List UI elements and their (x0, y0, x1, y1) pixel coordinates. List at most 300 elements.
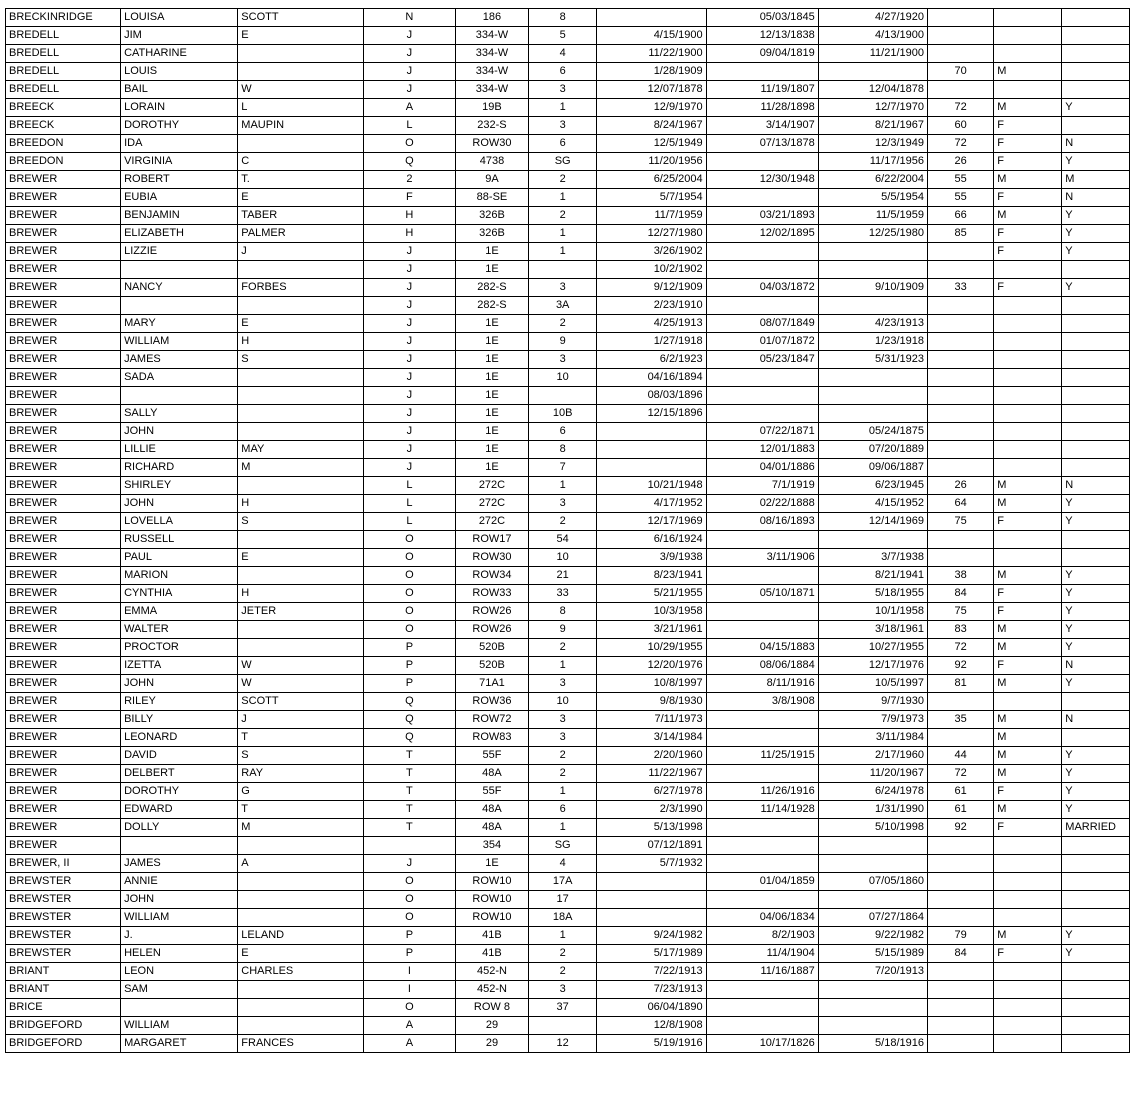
cell-grave: 8 (528, 603, 596, 621)
cell-middle-name (238, 369, 364, 387)
cell-middle-name: G (238, 783, 364, 801)
cell-death-date: 7/20/1913 (818, 963, 927, 981)
cell-section: T (363, 765, 455, 783)
table-row (6, 801, 1130, 819)
cell-section: F (363, 189, 455, 207)
cell-lot: ROW10 (455, 909, 528, 927)
cell-sex: M (994, 765, 1062, 783)
cell-section: L (363, 477, 455, 495)
cell-birth-date (706, 891, 818, 909)
cell-first-name: IDA (121, 135, 238, 153)
cell-extra (1062, 693, 1130, 711)
cell-middle-name: TABER (238, 207, 364, 225)
cell-sex: M (994, 207, 1062, 225)
cell-lot: 1E (455, 459, 528, 477)
cell-birth-date (706, 999, 818, 1017)
cell-grave: 1 (528, 819, 596, 837)
cell-extra: Y (1062, 603, 1130, 621)
cell-first-name: IZETTA (121, 657, 238, 675)
cell-sex (994, 909, 1062, 927)
cell-extra (1062, 441, 1130, 459)
cell-section: O (363, 603, 455, 621)
cell-burial-date: 4/17/1952 (597, 495, 706, 513)
cell-sex (994, 261, 1062, 279)
cell-section: A (363, 99, 455, 117)
cell-middle-name (238, 297, 364, 315)
cell-sex: F (994, 657, 1062, 675)
cell-birth-date: 11/25/1915 (706, 747, 818, 765)
cell-age (927, 909, 993, 927)
cell-death-date: 10/1/1958 (818, 603, 927, 621)
cell-last-name: BREWSTER (6, 945, 121, 963)
table-row (6, 423, 1130, 441)
cell-age: 38 (927, 567, 993, 585)
cell-middle-name (238, 621, 364, 639)
cell-middle-name: T. (238, 171, 364, 189)
cell-birth-date (706, 261, 818, 279)
cell-grave: 3 (528, 81, 596, 99)
cell-birth-date (706, 531, 818, 549)
cell-death-date: 4/27/1920 (818, 9, 927, 27)
cell-burial-date: 5/7/1932 (597, 855, 706, 873)
cell-age (927, 243, 993, 261)
cell-lot: ROW17 (455, 531, 528, 549)
cell-last-name: BREEDON (6, 153, 121, 171)
cell-section: H (363, 225, 455, 243)
cell-first-name: BAIL (121, 81, 238, 99)
cell-sex (994, 369, 1062, 387)
table-row (6, 189, 1130, 207)
cell-burial-date: 10/2/1902 (597, 261, 706, 279)
cell-extra (1062, 333, 1130, 351)
cell-first-name: RILEY (121, 693, 238, 711)
cell-last-name: BREWER (6, 585, 121, 603)
cell-extra (1062, 63, 1130, 81)
cell-burial-date (597, 423, 706, 441)
cell-lot: 334-W (455, 45, 528, 63)
cell-first-name: LOVELLA (121, 513, 238, 531)
cell-middle-name (238, 837, 364, 855)
cell-section: A (363, 1017, 455, 1035)
cell-lot: 55F (455, 783, 528, 801)
cell-birth-date: 10/17/1826 (706, 1035, 818, 1053)
cell-grave: 3 (528, 981, 596, 999)
cell-sex: M (994, 711, 1062, 729)
cell-sex (994, 873, 1062, 891)
cell-sex (994, 981, 1062, 999)
cell-first-name: HELEN (121, 945, 238, 963)
cell-birth-date: 3/14/1907 (706, 117, 818, 135)
cell-sex (994, 1035, 1062, 1053)
cell-section: O (363, 909, 455, 927)
cell-death-date: 3/7/1938 (818, 549, 927, 567)
cell-extra: MARRIED (1062, 819, 1130, 837)
cell-death-date: 4/13/1900 (818, 27, 927, 45)
cell-birth-date (706, 369, 818, 387)
cell-sex (994, 549, 1062, 567)
cell-lot: 1E (455, 423, 528, 441)
table-row (6, 405, 1130, 423)
table-row (6, 1017, 1130, 1035)
cell-grave: 3A (528, 297, 596, 315)
cell-age (927, 855, 993, 873)
cell-burial-date: 3/9/1938 (597, 549, 706, 567)
cell-birth-date: 07/13/1878 (706, 135, 818, 153)
cell-death-date (818, 837, 927, 855)
cell-death-date: 6/23/1945 (818, 477, 927, 495)
cell-last-name: BREWER (6, 711, 121, 729)
cell-section: Q (363, 153, 455, 171)
cell-sex (994, 999, 1062, 1017)
cell-lot: ROW72 (455, 711, 528, 729)
cell-burial-date: 6/16/1924 (597, 531, 706, 549)
cell-lot: ROW 8 (455, 999, 528, 1017)
cell-grave: 3 (528, 729, 596, 747)
cell-death-date: 7/9/1973 (818, 711, 927, 729)
cell-first-name (121, 261, 238, 279)
cell-first-name (121, 999, 238, 1017)
table-row (6, 207, 1130, 225)
cell-burial-date: 8/23/1941 (597, 567, 706, 585)
cell-extra (1062, 81, 1130, 99)
cell-last-name: BREWER (6, 279, 121, 297)
cell-middle-name: T (238, 801, 364, 819)
cell-extra: Y (1062, 927, 1130, 945)
cell-middle-name: M (238, 819, 364, 837)
cell-burial-date: 11/22/1900 (597, 45, 706, 63)
cell-lot: ROW30 (455, 549, 528, 567)
cell-grave: 1 (528, 657, 596, 675)
cell-first-name: SHIRLEY (121, 477, 238, 495)
cell-age: 72 (927, 135, 993, 153)
cell-grave: 1 (528, 225, 596, 243)
cell-last-name: BREWER (6, 261, 121, 279)
cell-age (927, 531, 993, 549)
cell-grave: 2 (528, 747, 596, 765)
cell-last-name: BREWSTER (6, 891, 121, 909)
cell-section: A (363, 1035, 455, 1053)
cell-death-date (818, 369, 927, 387)
cell-section: J (363, 45, 455, 63)
cell-extra (1062, 369, 1130, 387)
cell-birth-date: 8/2/1903 (706, 927, 818, 945)
cell-burial-date: 12/07/1878 (597, 81, 706, 99)
cell-birth-date (706, 297, 818, 315)
cell-sex: F (994, 945, 1062, 963)
cell-extra (1062, 9, 1130, 27)
cell-section: J (363, 423, 455, 441)
cell-age (927, 351, 993, 369)
table-row (6, 63, 1130, 81)
cell-birth-date: 11/14/1928 (706, 801, 818, 819)
cell-lot: 520B (455, 657, 528, 675)
cell-burial-date: 9/12/1909 (597, 279, 706, 297)
cell-extra: N (1062, 135, 1130, 153)
cell-birth-date: 3/11/1906 (706, 549, 818, 567)
cell-age (927, 873, 993, 891)
cell-section: T (363, 801, 455, 819)
cell-age (927, 549, 993, 567)
cell-age (927, 315, 993, 333)
cell-extra: Y (1062, 585, 1130, 603)
cell-last-name: BREWER (6, 837, 121, 855)
cell-extra: Y (1062, 567, 1130, 585)
table-row (6, 657, 1130, 675)
cell-grave: 2 (528, 207, 596, 225)
cell-age: 79 (927, 927, 993, 945)
table-row (6, 945, 1130, 963)
cell-burial-date: 12/20/1976 (597, 657, 706, 675)
cell-grave: 1 (528, 99, 596, 117)
cell-extra (1062, 261, 1130, 279)
cell-last-name: BREDELL (6, 81, 121, 99)
cell-burial-date: 11/22/1967 (597, 765, 706, 783)
cell-age: 26 (927, 153, 993, 171)
cell-extra: Y (1062, 675, 1130, 693)
cell-sex: F (994, 513, 1062, 531)
cell-grave: 18A (528, 909, 596, 927)
cell-death-date: 6/22/2004 (818, 171, 927, 189)
cell-death-date: 5/10/1998 (818, 819, 927, 837)
cell-lot: ROW36 (455, 693, 528, 711)
cell-middle-name: M (238, 459, 364, 477)
cell-section: P (363, 927, 455, 945)
cell-extra (1062, 963, 1130, 981)
cell-birth-date: 04/15/1883 (706, 639, 818, 657)
cell-sex (994, 9, 1062, 27)
cell-birth-date (706, 765, 818, 783)
cell-lot: 186 (455, 9, 528, 27)
cell-sex (994, 81, 1062, 99)
cell-middle-name: H (238, 585, 364, 603)
cell-last-name: BREEDON (6, 135, 121, 153)
cell-section: J (363, 27, 455, 45)
cell-age (927, 1017, 993, 1035)
cell-lot: 29 (455, 1017, 528, 1035)
cell-death-date: 2/17/1960 (818, 747, 927, 765)
cell-middle-name (238, 423, 364, 441)
cell-first-name: MARGARET (121, 1035, 238, 1053)
cell-first-name: EDWARD (121, 801, 238, 819)
cell-burial-date: 2/20/1960 (597, 747, 706, 765)
cell-extra (1062, 855, 1130, 873)
cell-lot: ROW26 (455, 603, 528, 621)
cell-lot: 282-S (455, 297, 528, 315)
cell-death-date (818, 63, 927, 81)
table-row (6, 387, 1130, 405)
cell-burial-date: 10/8/1997 (597, 675, 706, 693)
cell-section: J (363, 387, 455, 405)
cell-sex: M (994, 495, 1062, 513)
cell-first-name: EUBIA (121, 189, 238, 207)
cell-middle-name: JETER (238, 603, 364, 621)
cell-section: I (363, 963, 455, 981)
cell-extra (1062, 405, 1130, 423)
cell-extra (1062, 423, 1130, 441)
cell-middle-name (238, 873, 364, 891)
cell-lot: 48A (455, 801, 528, 819)
cell-last-name: BREWER (6, 369, 121, 387)
cell-age: 70 (927, 63, 993, 81)
cell-middle-name (238, 45, 364, 63)
cell-middle-name: E (238, 315, 364, 333)
cell-burial-date: 10/3/1958 (597, 603, 706, 621)
cell-grave: 9 (528, 621, 596, 639)
cell-burial-date: 1/27/1918 (597, 333, 706, 351)
cell-last-name: BREWER (6, 513, 121, 531)
cell-death-date: 1/31/1990 (818, 801, 927, 819)
table-row (6, 153, 1130, 171)
cell-section: J (363, 441, 455, 459)
table-row (6, 27, 1130, 45)
cell-section: J (363, 81, 455, 99)
cell-section: L (363, 513, 455, 531)
cell-last-name: BRIANT (6, 981, 121, 999)
cell-section: O (363, 621, 455, 639)
cell-birth-date: 3/8/1908 (706, 693, 818, 711)
cell-burial-date: 12/17/1969 (597, 513, 706, 531)
cell-last-name: BREWER (6, 693, 121, 711)
table-row (6, 621, 1130, 639)
table-row (6, 351, 1130, 369)
cell-extra: Y (1062, 243, 1130, 261)
cell-birth-date (706, 387, 818, 405)
cell-grave: 17 (528, 891, 596, 909)
cell-last-name: BREWER (6, 621, 121, 639)
cell-first-name: BENJAMIN (121, 207, 238, 225)
cell-sex: M (994, 567, 1062, 585)
cell-death-date: 9/10/1909 (818, 279, 927, 297)
cell-sex: F (994, 279, 1062, 297)
table-row (6, 549, 1130, 567)
cell-extra: Y (1062, 639, 1130, 657)
table-row (6, 261, 1130, 279)
cell-middle-name: E (238, 189, 364, 207)
cell-section: J (363, 315, 455, 333)
cell-burial-date: 9/8/1930 (597, 693, 706, 711)
cell-lot: 452-N (455, 963, 528, 981)
table-row (6, 585, 1130, 603)
table-row (6, 873, 1130, 891)
cell-burial-date: 1/28/1909 (597, 63, 706, 81)
cell-section: O (363, 891, 455, 909)
cell-last-name: BREWER (6, 297, 121, 315)
cell-sex: F (994, 603, 1062, 621)
cell-death-date (818, 1017, 927, 1035)
cell-birth-date (706, 63, 818, 81)
cell-age (927, 729, 993, 747)
cell-grave: 8 (528, 9, 596, 27)
cell-birth-date (706, 729, 818, 747)
cell-middle-name (238, 567, 364, 585)
cell-birth-date: 05/03/1845 (706, 9, 818, 27)
cell-extra: Y (1062, 765, 1130, 783)
cell-last-name: BREWER (6, 243, 121, 261)
cell-death-date: 4/23/1913 (818, 315, 927, 333)
cell-last-name: BREWER (6, 639, 121, 657)
cell-sex (994, 405, 1062, 423)
table-row (6, 999, 1130, 1017)
cell-age (927, 891, 993, 909)
cell-last-name: BREWER (6, 423, 121, 441)
cell-last-name: BREWER (6, 477, 121, 495)
cell-grave: 10 (528, 369, 596, 387)
cell-middle-name: H (238, 333, 364, 351)
cell-death-date: 5/18/1955 (818, 585, 927, 603)
cell-birth-date (706, 153, 818, 171)
cell-sex: M (994, 747, 1062, 765)
cell-lot: 326B (455, 207, 528, 225)
cell-first-name: MARION (121, 567, 238, 585)
cell-sex (994, 333, 1062, 351)
cell-first-name: LEONARD (121, 729, 238, 747)
cell-section: P (363, 675, 455, 693)
cell-last-name: BREWER (6, 333, 121, 351)
cell-sex: F (994, 189, 1062, 207)
cell-first-name: ELIZABETH (121, 225, 238, 243)
cell-sex: F (994, 117, 1062, 135)
cell-grave: 1 (528, 477, 596, 495)
cell-last-name: BREWER (6, 819, 121, 837)
cell-section: T (363, 783, 455, 801)
cell-middle-name (238, 981, 364, 999)
cell-birth-date (706, 189, 818, 207)
cell-grave: 21 (528, 567, 596, 585)
cell-middle-name (238, 477, 364, 495)
cell-lot: ROW26 (455, 621, 528, 639)
cell-birth-date: 8/11/1916 (706, 675, 818, 693)
cell-sex (994, 459, 1062, 477)
cell-death-date: 12/14/1969 (818, 513, 927, 531)
cell-death-date (818, 387, 927, 405)
cell-last-name: BREWER (6, 567, 121, 585)
cell-first-name: CATHARINE (121, 45, 238, 63)
cell-birth-date (706, 603, 818, 621)
cell-last-name: BREWSTER (6, 909, 121, 927)
cell-last-name: BRIDGEFORD (6, 1035, 121, 1053)
cell-last-name: BREWER (6, 225, 121, 243)
cell-grave: 8 (528, 441, 596, 459)
cell-age (927, 45, 993, 63)
cell-extra: Y (1062, 801, 1130, 819)
cell-last-name: BREWER (6, 675, 121, 693)
cell-birth-date (706, 837, 818, 855)
cell-first-name: LOUISA (121, 9, 238, 27)
table-row (6, 711, 1130, 729)
table-row (6, 639, 1130, 657)
cell-sex (994, 891, 1062, 909)
cell-lot: ROW10 (455, 873, 528, 891)
cell-burial-date: 04/16/1894 (597, 369, 706, 387)
cell-age: 26 (927, 477, 993, 495)
cell-grave: SG (528, 837, 596, 855)
cell-age (927, 441, 993, 459)
table-row (6, 315, 1130, 333)
cell-section: P (363, 639, 455, 657)
cell-extra (1062, 909, 1130, 927)
cell-birth-date: 12/02/1895 (706, 225, 818, 243)
cell-grave: 10 (528, 549, 596, 567)
cell-section: 2 (363, 171, 455, 189)
cell-grave: 6 (528, 423, 596, 441)
cell-age (927, 261, 993, 279)
cell-lot: 334-W (455, 27, 528, 45)
cell-lot: 71A1 (455, 675, 528, 693)
cell-death-date: 12/17/1976 (818, 657, 927, 675)
cell-middle-name: MAUPIN (238, 117, 364, 135)
cell-birth-date: 01/04/1859 (706, 873, 818, 891)
cell-first-name: WALTER (121, 621, 238, 639)
